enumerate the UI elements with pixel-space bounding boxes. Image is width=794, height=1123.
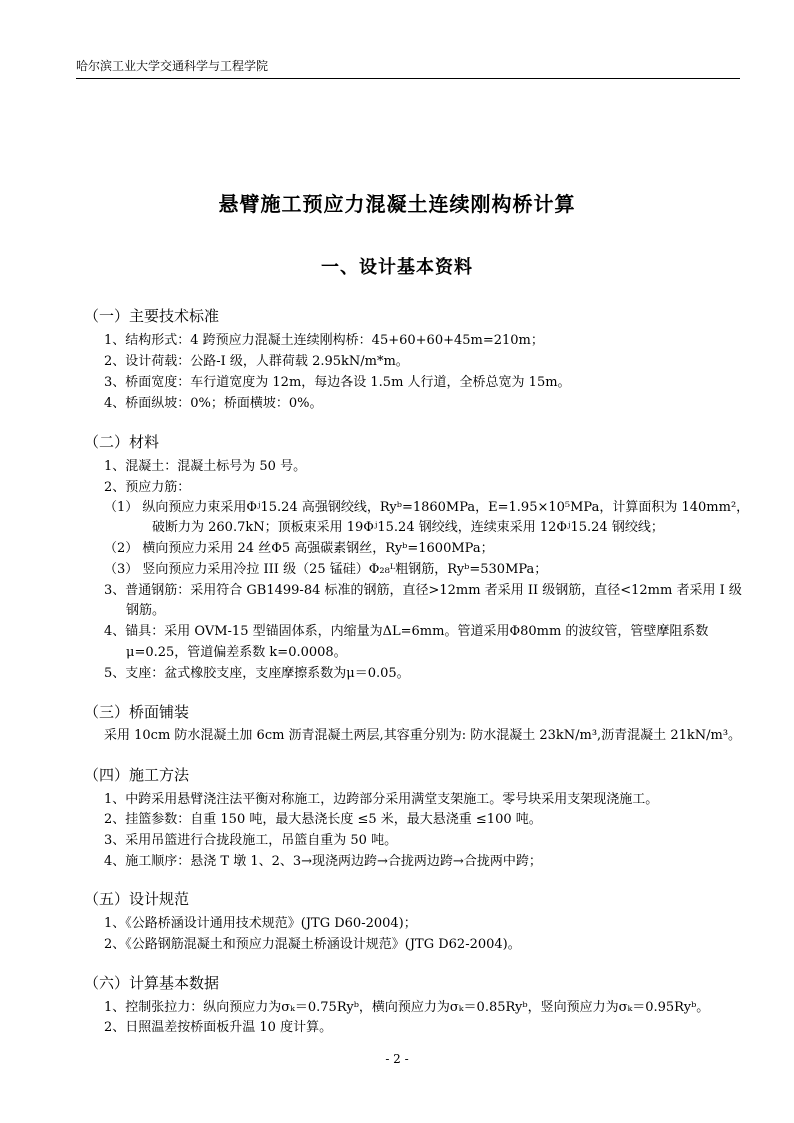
paragraph-line: 3、采用吊篮进行合拢段施工，吊篮自重为 50 吨。 [104, 833, 398, 848]
paragraph-line: 4、施工顺序：悬浇 T 墩 1、2、3→现浇两边跨→合拢两边跨→合拢两中跨； [104, 854, 542, 869]
section-heading: （六）计算基本数据 [84, 974, 220, 992]
paragraph-line: 4、锚具：采用 OVM-15 型锚固体系，内缩量为ΔL=6mm。管道采用Φ80mm 的波纹管，管壁摩阻系数 [104, 624, 709, 639]
paragraph-line: 破断力为 260.7kN；顶板束采用 19Φʲ15.24 钢绞线，连续束采用 12Φʲ15.24 钢绞线； [152, 520, 664, 535]
paragraph-line: 钢筋。 [126, 603, 166, 618]
paragraph-line: 2、挂篮参数：自重 150 吨，最大悬浇长度 ≤5 米，最大悬浇重 ≤100 吨。 [104, 812, 542, 827]
paragraph-line: 2、设计荷载：公路-I 级，人群荷载 2.95kN/m*m。 [104, 354, 409, 369]
paragraph-line: 1、结构形式：4 跨预应力混凝土连续刚构桥：45+60+60+45m=210m； [104, 333, 544, 348]
section-heading: （五）设计规范 [84, 890, 190, 908]
paragraph-line: （1） 纵向预应力束采用Φʲ15.24 高强钢绞线，Ryᵇ=1860MPa，E=1.95×10⁵MPa，计算面积为 140mm²， [104, 500, 750, 515]
paragraph-line: （3） 竖向预应力采用冷拉 III 级（25 锰硅）Φ₂₈ᴸ粗钢筋，Ryᵇ=530MPa； [104, 562, 548, 577]
section-heading: （二）材料 [84, 433, 160, 451]
section-heading: （一）主要技术标准 [84, 307, 220, 325]
paragraph-line: 1、中跨采用悬臂浇注法平衡对称施工，边跨部分采用满堂支架施工。零号块采用支架现浇施工。 [104, 792, 659, 807]
page-number: - 2 - [385, 1052, 409, 1066]
paragraph-line: 4、桥面纵坡：0%；桥面横坡：0%。 [104, 396, 323, 411]
page-header: 哈尔滨工业大学交通科学与工程学院 [76, 57, 740, 79]
paragraph-line: （2） 横向预应力采用 24 丝Φ5 高强碳素钢丝，Ryᵇ=1600MPa； [104, 541, 494, 556]
paragraph-line: 2、预应力筋： [104, 480, 191, 495]
section-heading: （四）施工方法 [84, 766, 190, 784]
paragraph-line: 2、《公路钢筋混凝土和预应力混凝土桥涵设计规范》(JTG D62-2004)。 [104, 937, 521, 952]
paragraph-line: 3、桥面宽度：车行道宽度为 12m，每边各设 1.5m 人行道，全桥总宽为 15m。 [104, 375, 571, 390]
paragraph-line: μ=0.25，管道偏差系数 k=0.0008。 [126, 645, 347, 660]
paragraph-line: 1、《公路桥涵设计通用技术规范》(JTG D60-2004)； [104, 916, 417, 931]
paragraph-line: 5、支座：盆式橡胶支座，支座摩擦系数为μ＝0.05。 [104, 666, 410, 681]
paragraph-line: 2、日照温差按桥面板升温 10 度计算。 [104, 1020, 333, 1035]
paragraph-line: 1、控制张拉力：纵向预应力为σₖ＝0.75Ryᵇ，横向预应力为σₖ＝0.85Ryᵇ，竖向预应力为σₖ＝0.95Ryᵇ。 [104, 1000, 710, 1015]
section-title: 一、设计基本资料 [321, 257, 473, 278]
paragraph-line: 1、混凝土：混凝土标号为 50 号。 [104, 459, 307, 474]
section-heading: （三）桥面铺装 [84, 703, 190, 721]
paragraph-line: 3、普通钢筋：采用符合 GB1499-84 标准的钢筋，直径>12mm 者采用 II 级钢筋，直径<12mm 者采用 I 级 [104, 583, 742, 598]
paragraph-line: 采用 10cm 防水混凝土加 6cm 沥青混凝土两层,其容重分别为: 防水混凝土 23kN/m³,沥青混凝土 21kN/m³。 [104, 728, 742, 743]
document-title: 悬臂施工预应力混凝土连续刚构桥计算 [218, 192, 576, 216]
